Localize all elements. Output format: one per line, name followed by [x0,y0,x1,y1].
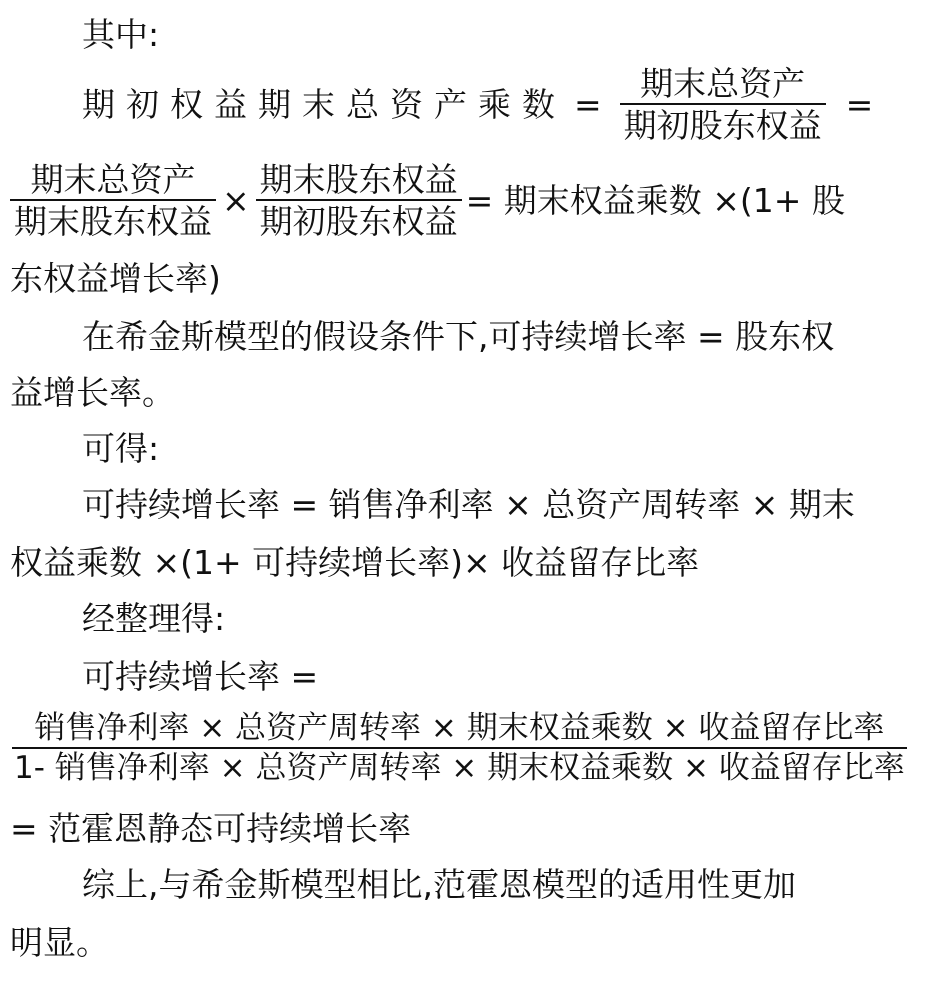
text-line-1 [82,14,159,54]
fraction-denominator: 期末股东权益 [14,201,212,241]
fraction-numerator: 期末股东权益 [259,159,458,199]
fraction-numerator: 期末总资产 [640,63,806,103]
fraction-van-horne [12,709,907,786]
fraction-bar [12,747,907,749]
times-sign: × [222,180,250,220]
conclusion-paragraph: 综上,与希金斯模型相比,范霍恩模型的适用性更加 [82,864,796,904]
text-line-5 [82,316,834,356]
formula-line-12 [12,704,905,792]
text-line-8 [82,484,855,524]
van-horne-result: = 范霍恩静态可持续增长率 [10,808,412,848]
text-line-6 [10,372,175,412]
text-line-10 [82,598,225,638]
fraction-denominator: 期初股东权益 [259,201,458,241]
intro-label: 其中: [82,14,160,54]
equals-sign: = [845,84,874,124]
text-line-14 [82,864,796,904]
growth-rate-lhs: 可持续增长率 = [82,656,319,696]
text-line-4 [10,258,221,298]
fraction-ending-over-initial-equity [256,159,462,241]
text-line-7 [82,428,159,468]
rearranged-label: 经整理得: [82,598,226,638]
growth-formula: 可持续增长率 = 销售净利率 × 总资产周转率 × 期末 [82,484,855,524]
formula-line-3 [10,158,925,242]
text-line-13 [10,808,411,848]
text-line-15 [10,922,109,962]
text-line-11 [82,656,318,696]
fraction-denominator: 1- 销售净利率 × 总资产周转率 × 期末权益乘数 × 收益留存比率 [14,749,905,786]
growth-formula-cont: 权益乘数 ×(1+ 可持续增长率)× 收益留存比率 [10,542,700,582]
fraction-assets-over-initial-equity [620,63,826,145]
paragraph-higgins-cont: 益增长率。 [10,372,175,412]
derived-label: 可得: [82,428,160,468]
fraction-assets-over-ending-equity [10,159,216,241]
fraction-bar [620,103,826,105]
fraction-bar [10,199,216,201]
conclusion-paragraph-cont: 明显。 [10,922,109,962]
paragraph-higgins: 在希金斯模型的假设条件下,可持续增长率 = 股东权 [82,316,835,356]
fraction-numerator: 销售净利率 × 总资产周转率 × 期末权益乘数 × 收益留存比率 [34,709,885,746]
multiplier-term: 期初权益期末总资产乘数 [82,84,566,124]
formula-line-2 [82,64,922,144]
equals-sign: = [574,84,602,124]
text-line-9 [10,542,699,582]
formula-tail: 东权益增长率) [10,258,221,298]
fraction-denominator: 期初股东权益 [623,105,822,145]
formula-continuation: = 期末权益乘数 ×(1+ 股 [465,180,845,220]
fraction-bar [256,199,462,201]
fraction-numerator: 期末总资产 [30,159,196,199]
